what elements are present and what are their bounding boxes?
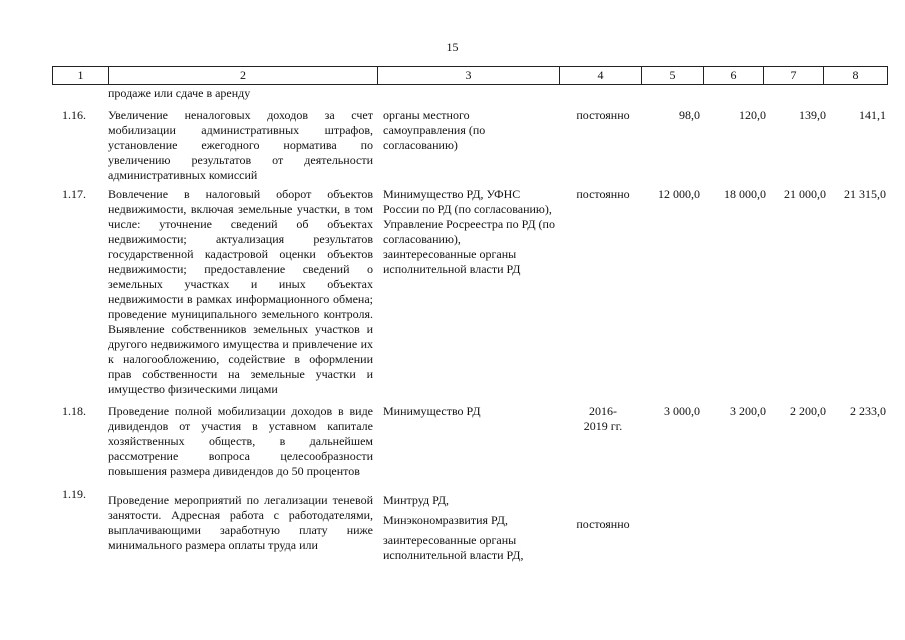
row-number: 1.19. — [62, 487, 86, 501]
column-header-1: 1 — [52, 67, 108, 84]
row-number: 1.18. — [62, 404, 86, 418]
value-col-8: 2 233,0 — [850, 404, 886, 418]
measure-text: Проведение мероприятий по легализации теневой занятости. Адресная работа с работодателями, выплачивающими заработную плату ниже минимального размера оплаты труда или — [108, 493, 373, 552]
column-header-7: 7 — [763, 67, 823, 84]
value-col-7: 139,0 — [799, 108, 826, 122]
row-number: 1.17. — [62, 187, 86, 201]
period-line: 2016- — [589, 404, 617, 418]
column-header-8: 8 — [823, 67, 888, 84]
column-header-5: 5 — [641, 67, 703, 84]
period-line: 2019 гг. — [583, 419, 623, 433]
measure-text: Вовлечение в налоговый оборот объектов недвижимости, включая земельные участки, в том числе: уточнение сведений об объектах недвижимости; актуализация результатов государственной кадастровой оценки объектов недвижимости; предоставление сведений о земельных участках и иных объектах недвижимости в рамках информационного обмена; проведение муниципального земельного контроля. Выявление собственников земельных участков и другого недвижимого имущества и привлечение их к налогообложению, содействие в оформлении прав собственности на земельные участки и имущество физическими лицами — [108, 187, 373, 396]
period-text: постоянно — [576, 517, 630, 531]
row-number: 1.16. — [62, 108, 86, 122]
executor-text — [383, 493, 555, 563]
column-header-6: 6 — [703, 67, 763, 84]
period-text: постоянно — [576, 187, 630, 201]
executor-text: Минимущество РД, УФНС России по РД (по согласованию), Управление Росреестра по РД (по согласованию), заинтересованные органы исполнительной власти РД — [383, 187, 555, 276]
value-col-6: 3 200,0 — [730, 404, 766, 418]
measure-text: Проведение полной мобилизации доходов в виде дивидендов от участия в уставном капитале хозяйственных обществ, в дальнейшем рассмотрение вопроса целесообразности повышения размера дивидендов до 50 процентов — [108, 404, 373, 478]
value-col-7: 2 200,0 — [790, 404, 826, 418]
value-col-6: 18 000,0 — [724, 187, 766, 201]
period-text: постоянно — [576, 108, 630, 122]
executor-line: заинтересованные органы исполнительной власти РД, — [383, 533, 524, 562]
executor-text: органы местного самоуправления (по согласованию) — [383, 108, 486, 152]
executor-line: Минтруд РД, — [383, 493, 450, 507]
value-col-5: 12 000,0 — [658, 187, 700, 201]
value-col-5: 3 000,0 — [664, 404, 700, 418]
continuation-text: продаже или сдаче в аренду — [108, 86, 251, 100]
measure-text: Увеличение неналоговых доходов за счет мобилизации административных штрафов, установление ежегодного норматива по увеличению результатов от деятельности административных комиссий — [108, 108, 373, 182]
table-header — [52, 66, 888, 85]
column-header-4: 4 — [559, 67, 641, 84]
value-col-8: 141,1 — [859, 108, 886, 122]
page-number: 15 — [446, 40, 459, 54]
executor-text: Минимущество РД — [383, 404, 481, 418]
column-header-2: 2 — [108, 67, 377, 84]
column-header-3: 3 — [377, 67, 559, 84]
value-col-6: 120,0 — [739, 108, 766, 122]
value-col-8: 21 315,0 — [844, 187, 886, 201]
value-col-5: 98,0 — [679, 108, 700, 122]
period-text — [565, 404, 641, 434]
executor-line: Минэкономразвития РД, — [383, 513, 508, 527]
value-col-7: 21 000,0 — [784, 187, 826, 201]
